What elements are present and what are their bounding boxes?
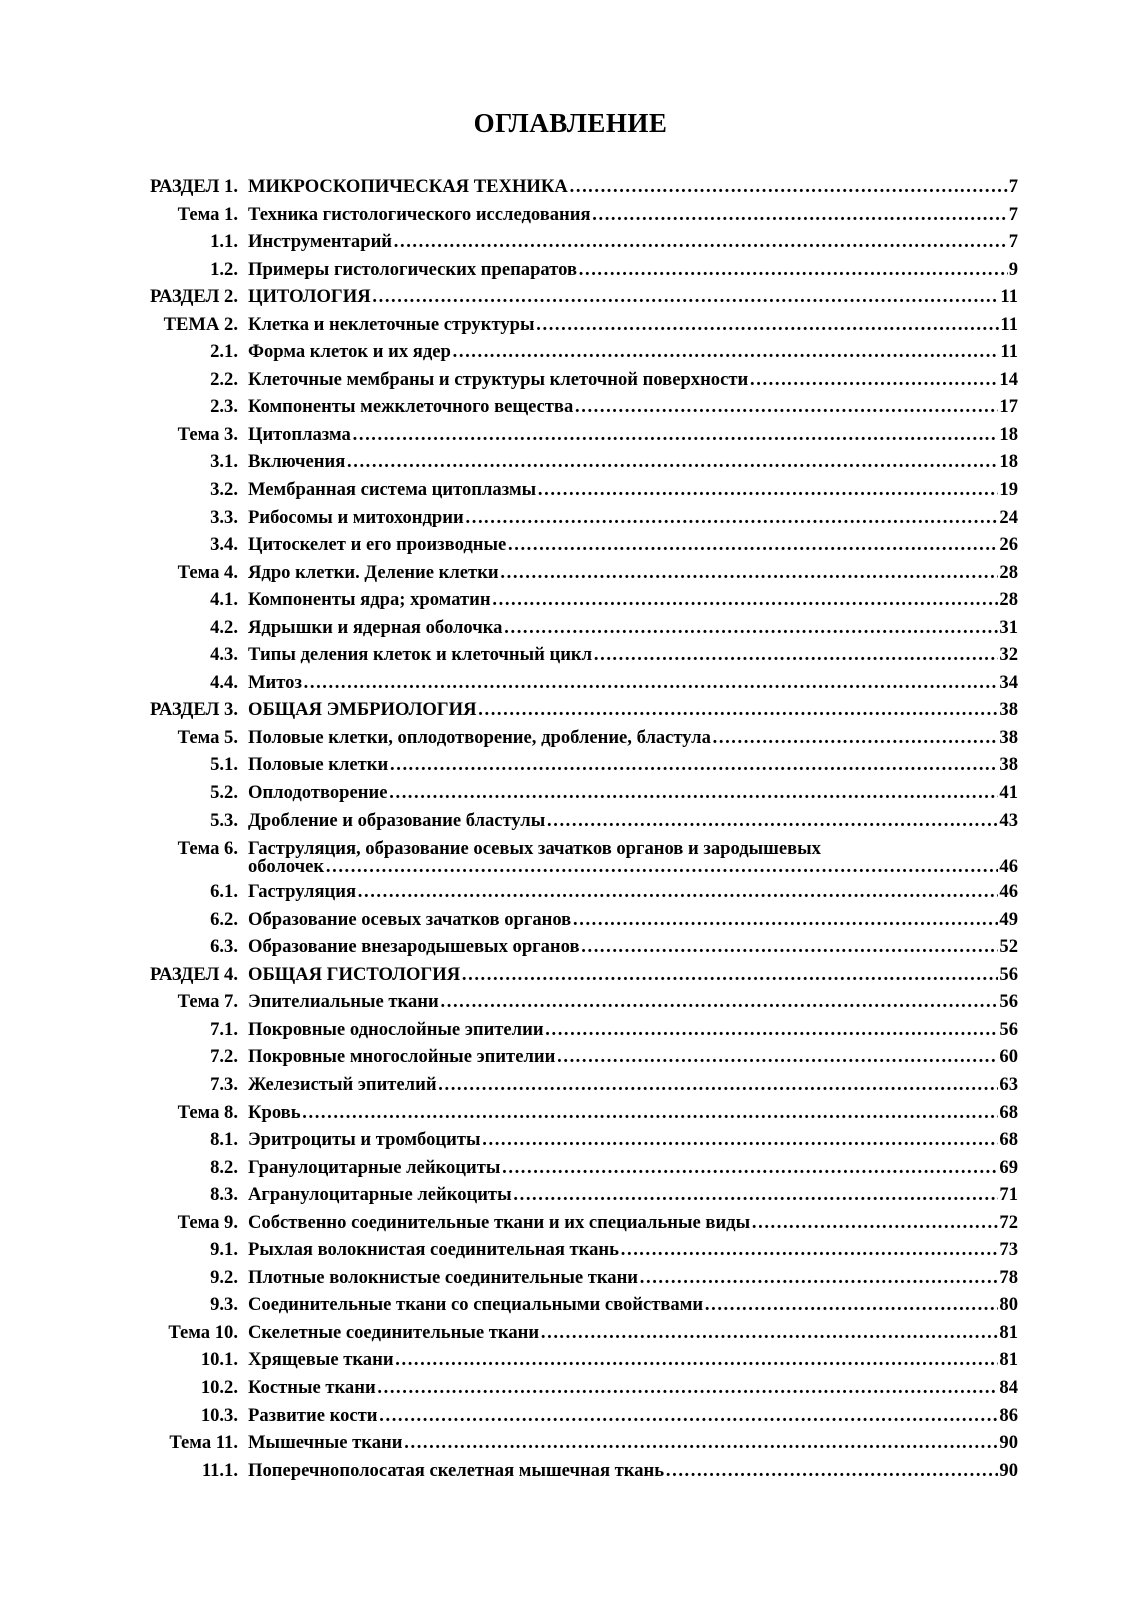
toc-entry <box>0 173 1141 201</box>
toc-entry-title: Мембранная система цитоплазмы <box>248 479 537 501</box>
toc-entry-title: Форма клеток и их ядер <box>248 341 451 363</box>
dot-leader <box>352 421 999 449</box>
dot-leader <box>403 1429 998 1457</box>
toc-entry-title: Цитоскелет и его производные <box>248 534 507 556</box>
toc-page-number: 56 <box>999 963 1018 985</box>
toc-entry-number: 3.2. <box>210 479 238 501</box>
toc-entry <box>0 988 1141 1016</box>
dot-leader <box>438 1071 999 1099</box>
toc-page-number: 81 <box>999 1349 1018 1371</box>
toc-entry-title: Плотные волокнистые соединительные ткани <box>248 1266 639 1288</box>
toc-entry <box>0 283 1141 311</box>
dot-leader <box>461 961 998 989</box>
toc-entry-title: Железистый эпителий <box>248 1073 437 1095</box>
toc-entry-body <box>248 1291 1018 1319</box>
toc-entry-title: Развитие кости <box>248 1404 378 1426</box>
toc-entry-title: Типы деления клеток и клеточный цикл <box>248 644 593 666</box>
toc-page-number: 18 <box>999 423 1018 445</box>
toc-entry-number: 8.1. <box>210 1129 238 1151</box>
dot-leader <box>501 1154 998 1182</box>
dot-leader <box>440 988 999 1016</box>
toc-entry-body <box>248 1264 1018 1292</box>
toc-page-number: 84 <box>999 1376 1018 1398</box>
toc-entry-body <box>248 1016 1018 1044</box>
toc-page-number: 34 <box>999 671 1018 693</box>
toc-entry <box>0 228 1141 256</box>
toc-entry-number: 7.1. <box>210 1018 238 1040</box>
toc-entry-body <box>248 988 1018 1016</box>
toc-entry-title: Гаструляция <box>248 881 357 903</box>
dot-leader <box>507 531 998 559</box>
toc-page-number: 17 <box>999 396 1018 418</box>
toc-entry-title: Покровные однослойные эпителии <box>248 1018 544 1040</box>
toc-entry-title: Инструментарий <box>248 231 392 253</box>
toc-entry <box>0 311 1141 339</box>
toc-page-number: 78 <box>999 1266 1018 1288</box>
toc-entry-number: 2.2. <box>210 368 238 390</box>
dot-leader <box>546 807 998 835</box>
toc-entry-body <box>248 641 1018 669</box>
toc-entry-number: 9.1. <box>210 1239 238 1261</box>
toc-page-number: 7 <box>1008 203 1018 225</box>
dot-leader <box>452 338 1000 366</box>
toc-page-number: 38 <box>999 699 1018 721</box>
toc-entry-title: ЦИТОЛОГИЯ <box>248 286 371 308</box>
toc-entry-title: Образование внезародышевых органов <box>248 936 580 958</box>
toc-entry-number: Тема 7. <box>177 991 238 1013</box>
toc-entry-body <box>248 1457 1018 1485</box>
toc-entry-title: Покровные многослойные эпителии <box>248 1046 556 1068</box>
dot-leader <box>503 614 998 642</box>
toc-entry-number: 2.3. <box>210 396 238 418</box>
toc-entry <box>0 1319 1141 1347</box>
toc-entry-body <box>248 751 1018 779</box>
toc-entry <box>0 1126 1141 1154</box>
toc-entry-number: 3.3. <box>210 506 238 528</box>
toc-entry-body <box>248 559 1018 587</box>
toc-page-number: 68 <box>999 1101 1018 1123</box>
toc-page-number: 52 <box>999 936 1018 958</box>
toc-entry-body <box>248 1126 1018 1154</box>
toc-entry-body <box>248 1236 1018 1264</box>
toc-page-number: 14 <box>999 368 1018 390</box>
toc-entry-body <box>248 201 1018 229</box>
toc-entry-body <box>248 531 1018 559</box>
toc-entry <box>0 559 1141 587</box>
toc-entry-number: Тема 5. <box>177 726 238 748</box>
dot-leader <box>389 751 998 779</box>
dot-leader <box>513 1181 999 1209</box>
toc-page-number: 11 <box>1000 313 1018 335</box>
toc-page-number: 68 <box>999 1129 1018 1151</box>
dot-leader <box>592 201 1008 229</box>
toc-entry <box>0 1181 1141 1209</box>
dot-leader <box>302 1099 999 1127</box>
toc-entry-title: Образование осевых зачатков органов <box>248 908 572 930</box>
toc-entry <box>0 807 1141 835</box>
toc-page-number: 49 <box>999 908 1018 930</box>
toc-page-number: 86 <box>999 1404 1018 1426</box>
toc-entry-number: 6.3. <box>210 936 238 958</box>
toc-entry <box>0 724 1141 752</box>
toc-page-number: 18 <box>999 451 1018 473</box>
dot-leader <box>465 504 999 532</box>
toc-page-number: 73 <box>999 1239 1018 1261</box>
dot-leader <box>303 669 998 697</box>
toc-entry-number: 4.3. <box>210 644 238 666</box>
toc-entry-body <box>248 696 1018 724</box>
toc-entry-title: МИКРОСКОПИЧЕСКАЯ ТЕХНИКА <box>248 176 568 197</box>
toc-entry-number: РАЗДЕЛ 4. <box>149 963 238 985</box>
toc-page-number: 7 <box>1008 231 1018 253</box>
toc-entry-title: Хрящевые ткани <box>248 1349 394 1371</box>
toc-entry-title: Соединительные ткани со специальными свойствами <box>248 1294 704 1316</box>
toc-entry-body <box>248 1154 1018 1182</box>
toc-entry <box>0 201 1141 229</box>
toc-entry <box>0 393 1141 421</box>
toc-entry-number: Тема 1. <box>177 203 238 225</box>
toc-entry-body <box>248 724 1018 752</box>
toc-entry-number: 7.2. <box>210 1046 238 1068</box>
toc-entry-number: 10.2. <box>200 1376 238 1398</box>
dot-leader <box>325 858 998 876</box>
toc-entry <box>0 338 1141 366</box>
toc-page-number: 72 <box>999 1211 1018 1233</box>
toc-entry-number: Тема 8. <box>177 1101 238 1123</box>
toc-page-number: 56 <box>999 1018 1018 1040</box>
toc-entry-title: Собственно соединительные ткани и их специальные виды <box>248 1211 751 1233</box>
toc-entry <box>0 878 1141 906</box>
toc-entry-body <box>248 338 1018 366</box>
toc-entry-number: 4.1. <box>210 589 238 611</box>
toc-entry-number: 5.1. <box>210 754 238 776</box>
toc-entry-body <box>248 393 1018 421</box>
toc-entry-title: Оплодотворение <box>248 782 388 804</box>
toc-entry <box>0 1071 1141 1099</box>
toc-entry-title: Костные ткани <box>248 1376 376 1398</box>
toc-entry-title-continued: оболочек <box>248 856 325 878</box>
toc-entry <box>0 1402 1141 1430</box>
toc-page-number: 19 <box>999 479 1018 501</box>
toc-entry-number: 2.1. <box>210 341 238 363</box>
toc-entry-body <box>248 256 1018 284</box>
toc-page-number: 26 <box>999 534 1018 556</box>
toc-entry-title: Поперечнополосатая скелетная мышечная ткань <box>248 1459 665 1481</box>
dot-leader <box>540 1319 998 1347</box>
toc-entry <box>0 256 1141 284</box>
dot-leader <box>639 1264 998 1292</box>
toc-entry-title: ОБЩАЯ ГИСТОЛОГИЯ <box>248 963 461 985</box>
toc-entry-title: ОБЩАЯ ЭМБРИОЛОГИЯ <box>248 699 477 721</box>
toc-entry <box>0 1374 1141 1402</box>
toc-entry-body <box>248 1374 1018 1402</box>
toc-page-number: 9 <box>1008 258 1018 280</box>
toc-entry-body <box>248 228 1018 256</box>
toc-entry-number: 11.1. <box>201 1459 238 1481</box>
dot-leader <box>578 256 1008 284</box>
toc-entry <box>0 586 1141 614</box>
toc-entry-number: Тема 10. <box>168 1321 238 1343</box>
toc-entry-body <box>248 840 1018 876</box>
dot-leader <box>492 586 999 614</box>
toc-entry-title: Гранулоцитарные лейкоциты <box>248 1156 501 1178</box>
toc-entry-body <box>248 1071 1018 1099</box>
toc-entry-title: Эритроциты и тромбоциты <box>248 1129 481 1151</box>
dot-leader <box>556 1043 998 1071</box>
toc-page-number: 43 <box>999 809 1018 831</box>
toc-entry-title: Компоненты межклеточного вещества <box>248 396 574 418</box>
toc-entry <box>0 1236 1141 1264</box>
toc-page-number: 46 <box>999 856 1018 878</box>
page-title: ОГЛАВЛЕНИЕ <box>473 108 668 138</box>
toc-page-number: 38 <box>999 726 1018 748</box>
toc-entry <box>0 1346 1141 1374</box>
toc-entry-title: Цитоплазма <box>248 423 351 445</box>
toc-entry <box>0 1264 1141 1292</box>
dot-leader <box>749 366 998 394</box>
toc-page-number: 31 <box>999 616 1018 638</box>
dot-leader <box>574 393 998 421</box>
toc-page-number: 63 <box>999 1073 1018 1095</box>
toc-entry <box>0 531 1141 559</box>
toc-page-number: 90 <box>999 1459 1018 1481</box>
toc-entry-number: 10.3. <box>200 1404 238 1426</box>
toc-entry <box>0 641 1141 669</box>
toc-entry <box>0 1457 1141 1485</box>
dot-leader <box>482 1126 999 1154</box>
toc-entry <box>0 614 1141 642</box>
dot-leader <box>377 1374 999 1402</box>
toc-entry-body <box>248 878 1018 906</box>
toc-entry-body <box>248 504 1018 532</box>
toc-entry-body <box>248 807 1018 835</box>
dot-leader <box>388 779 998 807</box>
toc-entry-body <box>248 311 1018 339</box>
toc-entry <box>0 1154 1141 1182</box>
toc-entry-number: Тема 6. <box>177 838 238 860</box>
dot-leader <box>379 1402 999 1430</box>
toc-entry-title: Кровь <box>248 1101 301 1123</box>
toc-entry-title: Компоненты ядра; хроматин <box>248 589 491 611</box>
toc-page-number: 81 <box>999 1321 1018 1343</box>
toc-page-number: 60 <box>999 1046 1018 1068</box>
toc-entry <box>0 448 1141 476</box>
toc-entry-number: ТЕМА 2. <box>163 313 238 335</box>
toc-entry-number: 9.3. <box>210 1294 238 1316</box>
toc-page-number: 28 <box>999 561 1018 583</box>
toc-page-number: 46 <box>999 881 1018 903</box>
toc-entry-title: Примеры гистологических препаратов <box>248 258 578 280</box>
dot-leader <box>372 283 1000 311</box>
dot-leader <box>580 933 998 961</box>
toc-entry-title: Скелетные соединительные ткани <box>248 1321 540 1343</box>
toc-entry-body <box>248 173 1018 201</box>
toc-entry-body <box>248 1346 1018 1374</box>
dot-leader <box>393 228 1008 256</box>
toc-entry-title: Половые клетки <box>248 754 389 776</box>
toc-entry-number: 1.2. <box>210 258 238 280</box>
toc-entry-number: Тема 4. <box>177 561 238 583</box>
toc-entry-title: Ядрышки и ядерная оболочка <box>248 616 503 638</box>
dot-leader <box>537 476 998 504</box>
toc-page-number: 56 <box>999 991 1018 1013</box>
toc-entry <box>0 696 1141 724</box>
toc-entry-title: Гаструляция, образование осевых зачатков органов и зародышевых <box>248 838 821 860</box>
toc-page-number: 7 <box>1008 176 1018 197</box>
toc-entry-title: Дробление и образование бластулы <box>248 809 546 831</box>
toc-page-number: 71 <box>999 1184 1018 1206</box>
toc-entry-body <box>248 933 1018 961</box>
dot-leader <box>395 1346 999 1374</box>
dot-leader <box>478 696 999 724</box>
toc-entry-number: 7.3. <box>210 1073 238 1095</box>
toc-entry-number: 1.1. <box>210 231 238 253</box>
toc-entry-title: Ядро клетки. Деление клетки <box>248 561 499 583</box>
toc-entry-body <box>248 961 1018 989</box>
toc-entry <box>0 366 1141 394</box>
dot-leader <box>620 1236 998 1264</box>
toc-entry-body <box>248 476 1018 504</box>
dot-leader <box>500 559 999 587</box>
toc-page-number: 41 <box>999 782 1018 804</box>
toc-entry-title: Включения <box>248 451 346 473</box>
toc-entry-body <box>248 1319 1018 1347</box>
dot-leader <box>346 448 998 476</box>
toc-entry-number: 8.2. <box>210 1156 238 1178</box>
toc-entry <box>0 1099 1141 1127</box>
toc-entry <box>0 1209 1141 1237</box>
toc-entry <box>0 504 1141 532</box>
toc-page-number: 80 <box>999 1294 1018 1316</box>
toc-entry-body <box>248 1402 1018 1430</box>
dot-leader <box>545 1016 999 1044</box>
toc-entry-title: Рыхлая волокнистая соединительная ткань <box>248 1239 619 1261</box>
toc-entry-body <box>248 1043 1018 1071</box>
toc-entry <box>0 1429 1141 1457</box>
toc-entry <box>0 476 1141 504</box>
dot-leader <box>712 724 999 752</box>
toc-entry <box>0 906 1141 934</box>
toc-entry <box>0 834 1141 878</box>
dot-leader <box>665 1457 998 1485</box>
toc-entry <box>0 669 1141 697</box>
dot-leader <box>357 878 998 906</box>
toc-entry-number: 8.3. <box>210 1184 238 1206</box>
toc-entry-number: РАЗДЕЛ 3. <box>149 699 238 721</box>
toc-entry-number: Тема 11. <box>169 1432 238 1454</box>
toc-entry-number: 5.2. <box>210 782 238 804</box>
toc-page-number: 32 <box>999 644 1018 666</box>
dot-leader <box>536 311 1000 339</box>
toc-entry-body <box>248 283 1018 311</box>
toc-entry-title: Клеточные мембраны и структуры клеточной поверхности <box>248 368 749 390</box>
dot-leader <box>572 906 998 934</box>
toc-entry-number: Тема 3. <box>177 423 238 445</box>
toc-entry-number: 10.1. <box>200 1349 238 1371</box>
toc-entry-number: 3.1. <box>210 451 238 473</box>
dot-leader <box>704 1291 998 1319</box>
toc-entry-body <box>248 448 1018 476</box>
toc-entry-title: Клетка и неклеточные структуры <box>248 313 535 335</box>
toc-page-number: 11 <box>1000 286 1018 308</box>
toc-entry-body <box>248 1181 1018 1209</box>
toc-entry-number: 3.4. <box>210 534 238 556</box>
toc-entry-number: 5.3. <box>210 809 238 831</box>
toc-entry-body <box>248 421 1018 449</box>
toc-entry-number: 9.2. <box>210 1266 238 1288</box>
toc-entry <box>0 1291 1141 1319</box>
table-of-contents <box>0 173 1141 1484</box>
toc-entry <box>0 779 1141 807</box>
toc-entry-body <box>248 366 1018 394</box>
toc-entry-body <box>248 669 1018 697</box>
toc-page-number: 90 <box>999 1432 1018 1454</box>
toc-entry-title: Половые клетки, оплодотворение, дробление, бластула <box>248 726 711 748</box>
toc-entry-number: 6.1. <box>210 881 238 903</box>
toc-entry-title: Агранулоцитарные лейкоциты <box>248 1184 512 1206</box>
toc-entry <box>0 1016 1141 1044</box>
dot-leader <box>569 173 1008 201</box>
toc-entry-number: РАЗДЕЛ 1. <box>149 176 238 197</box>
toc-entry-number: Тема 9. <box>177 1211 238 1233</box>
toc-page-number: 24 <box>999 506 1018 528</box>
toc-entry-body <box>248 1209 1018 1237</box>
toc-entry <box>0 933 1141 961</box>
toc-entry-body <box>248 614 1018 642</box>
toc-entry-body <box>248 1099 1018 1127</box>
toc-entry-number: 6.2. <box>210 908 238 930</box>
toc-entry <box>0 961 1141 989</box>
toc-entry-title: Митоз <box>248 671 302 693</box>
toc-entry-body <box>248 586 1018 614</box>
toc-entry-number: 4.2. <box>210 616 238 638</box>
toc-entry-body <box>248 1429 1018 1457</box>
dot-leader <box>751 1209 998 1237</box>
toc-entry <box>0 751 1141 779</box>
toc-entry-number: РАЗДЕЛ 2. <box>149 286 238 308</box>
toc-entry-body <box>248 779 1018 807</box>
toc-entry <box>0 421 1141 449</box>
toc-entry-number: 4.4. <box>210 671 238 693</box>
toc-page-number: 38 <box>999 754 1018 776</box>
toc-entry <box>0 1043 1141 1071</box>
toc-page-number: 28 <box>999 589 1018 611</box>
toc-entry-body <box>248 906 1018 934</box>
toc-page-number: 69 <box>999 1156 1018 1178</box>
toc-page-number: 11 <box>1000 341 1018 363</box>
toc-entry-title: Мышечные ткани <box>248 1432 403 1454</box>
dot-leader <box>593 641 998 669</box>
toc-entry-title: Эпителиальные ткани <box>248 991 439 1013</box>
toc-entry-title: Техника гистологического исследования <box>248 203 591 225</box>
toc-entry-title: Рибосомы и митохондрии <box>248 506 464 528</box>
